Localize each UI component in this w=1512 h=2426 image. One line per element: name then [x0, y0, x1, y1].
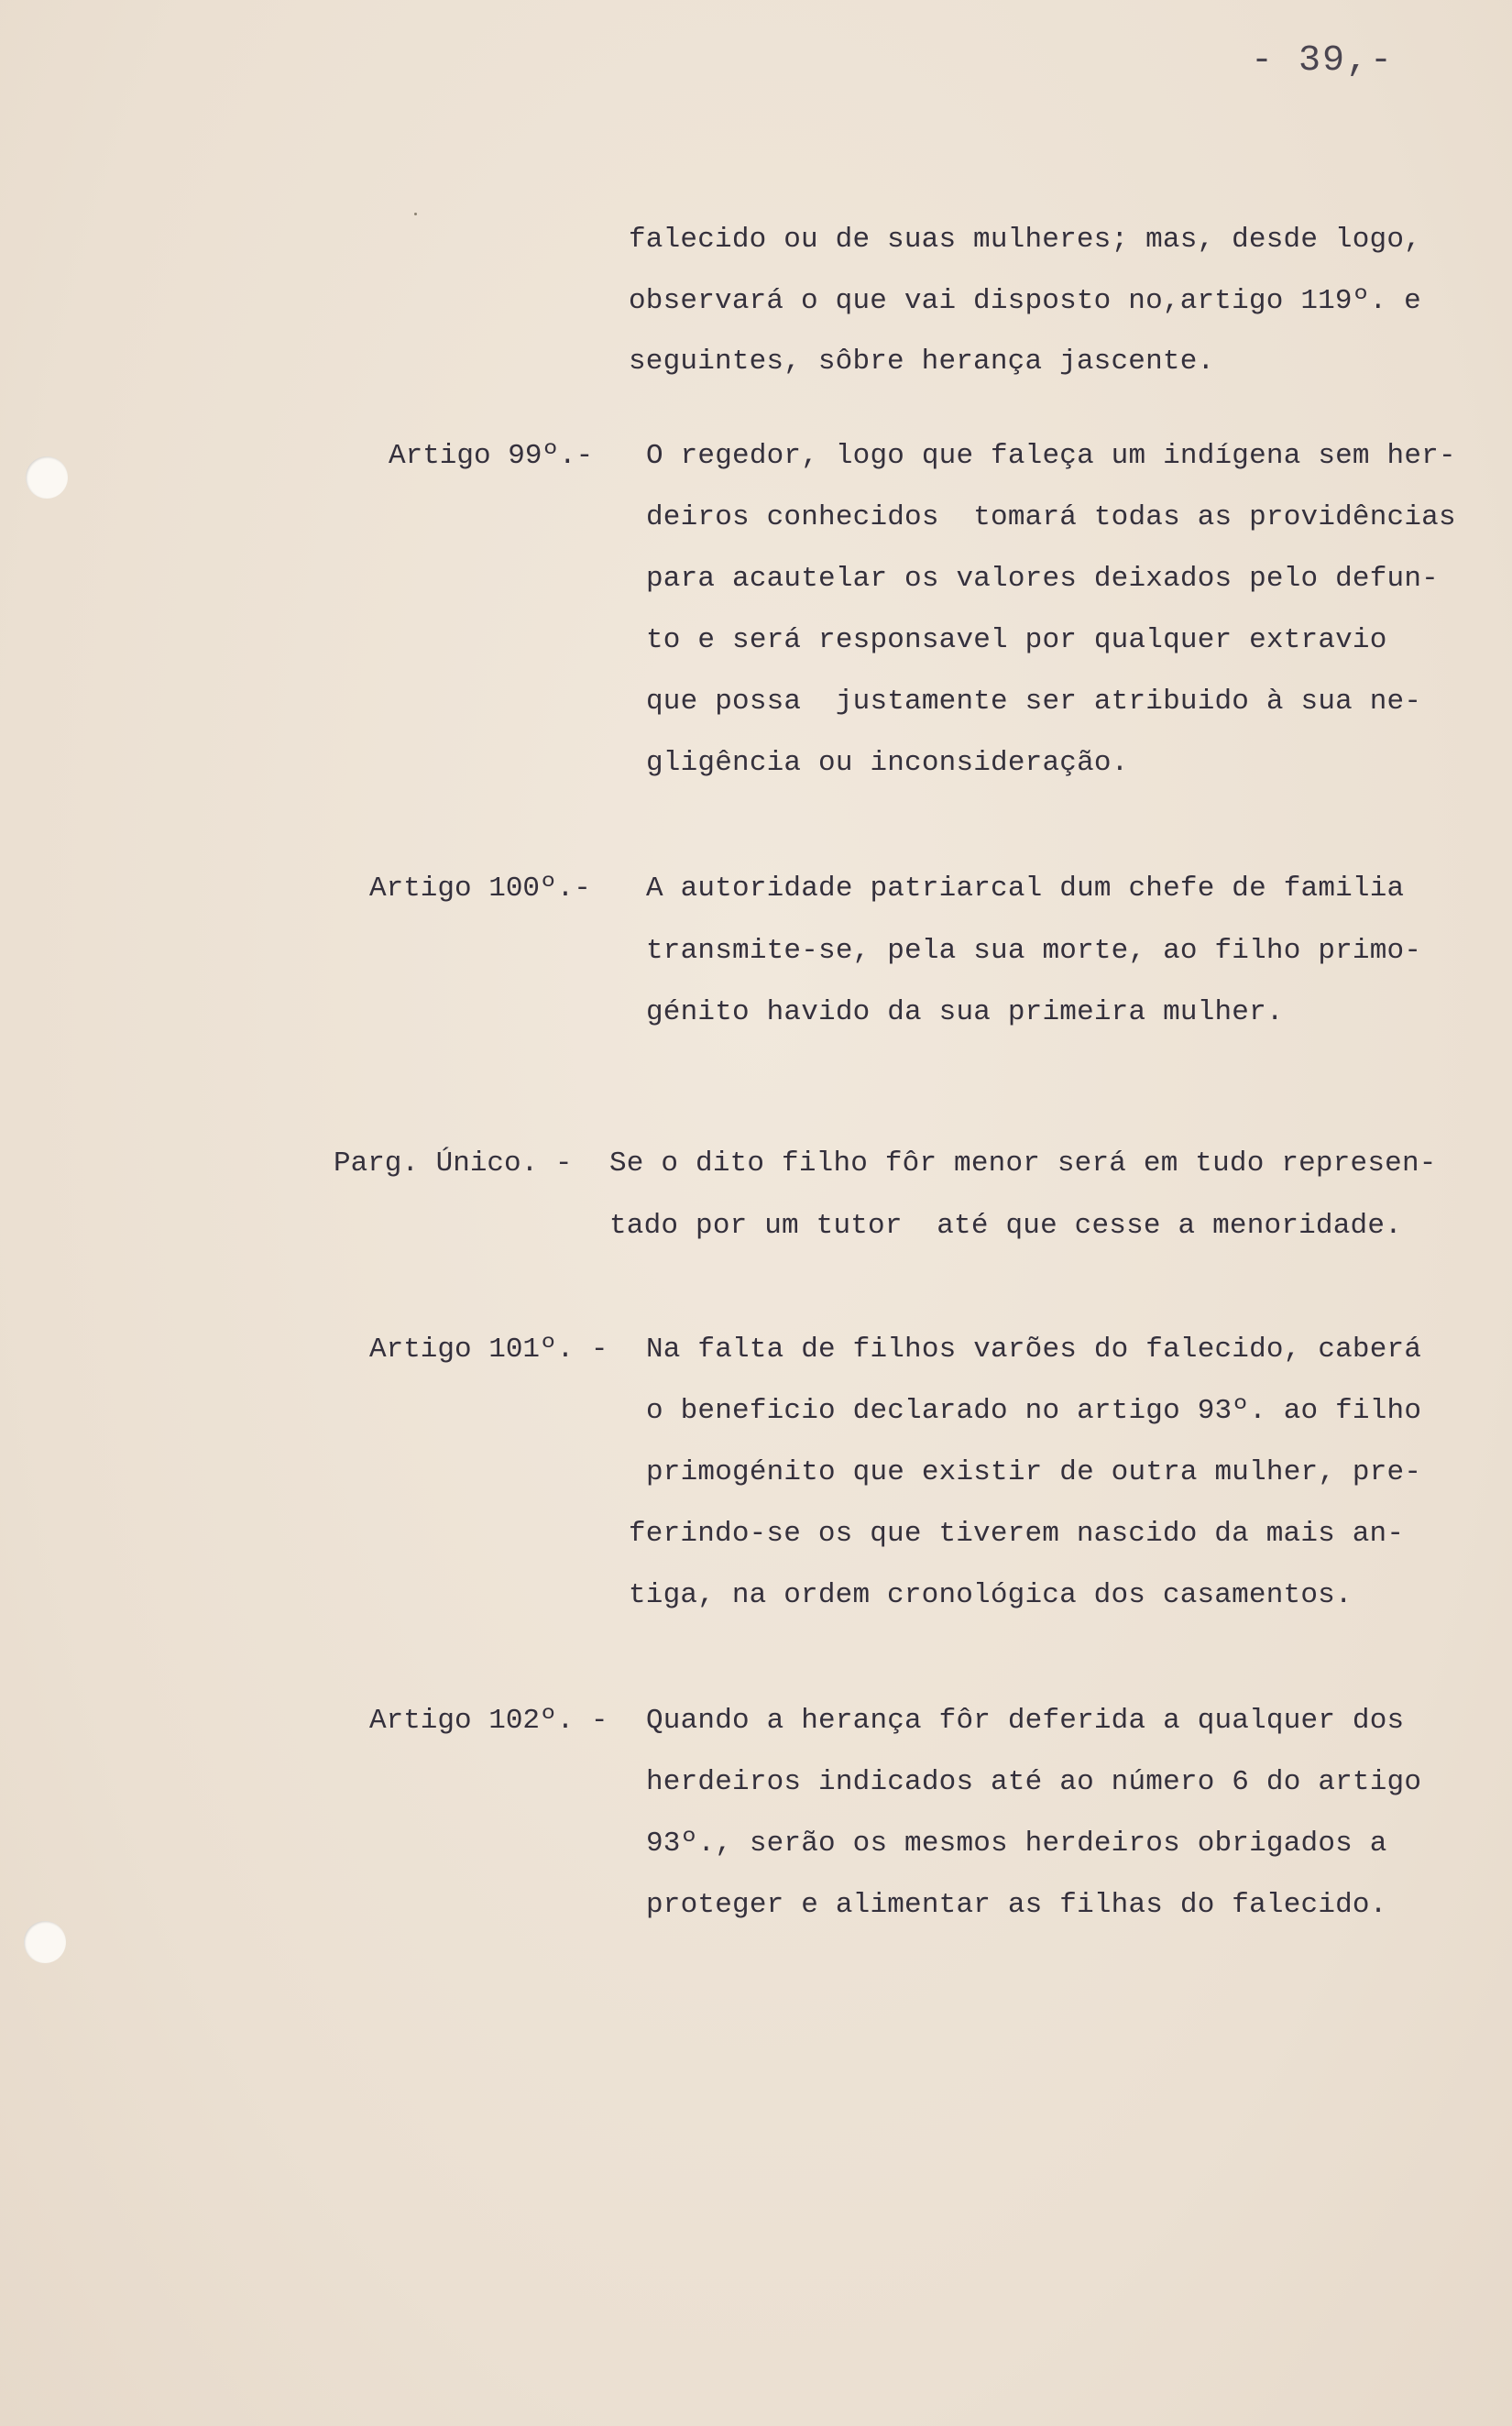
text-line: seguintes, sôbre herança jascente. — [629, 346, 1215, 378]
text-line: 93º., serão os mesmos herdeiros obrigados a — [646, 1828, 1387, 1860]
text-line: A autoridade patriarcal dum chefe de familia — [646, 873, 1405, 905]
paper-speck — [414, 213, 417, 215]
text-line: primogénito que existir de outra mulher, pre- — [646, 1456, 1422, 1488]
article-label: Artigo 99º.- — [389, 440, 594, 472]
article-label: Artigo 100º.- — [369, 873, 591, 905]
text-line: herdeiros indicados até ao número 6 do artigo — [646, 1766, 1422, 1798]
article-label: Artigo 102º. - — [369, 1705, 608, 1737]
text-line: tiga, na ordem cronológica dos casamentos. — [629, 1579, 1353, 1611]
text-line: deiros conhecidos tomará todas as providências — [646, 501, 1456, 533]
punch-hole-top — [26, 456, 68, 499]
text-line: Se o dito filho fôr menor será em tudo represen- — [609, 1147, 1437, 1180]
text-line: Na falta de filhos varões do falecido, caberá — [646, 1334, 1422, 1366]
text-line: Quando a herança fôr deferida a qualquer dos — [646, 1705, 1405, 1737]
text-line: para acautelar os valores deixados pelo defun- — [646, 563, 1439, 595]
text-line: ferindo-se os que tiverem nascido da mais an- — [629, 1518, 1405, 1550]
article-label: Artigo 101º. - — [369, 1334, 608, 1366]
text-line: que possa justamente ser atribuido à sua ne- — [646, 686, 1422, 718]
text-line: observará o que vai disposto no,artigo 119º. e — [629, 285, 1421, 317]
text-line: proteger e alimentar as filhas do falecido. — [646, 1889, 1387, 1921]
text-line: génito havido da sua primeira mulher. — [646, 996, 1284, 1028]
text-line: transmite-se, pela sua morte, ao filho primo- — [646, 935, 1422, 967]
text-line: falecido ou de suas mulheres; mas, desde logo, — [629, 224, 1421, 256]
text-line: to e será responsavel por qualquer extravio — [646, 624, 1387, 656]
text-line: O regedor, logo que faleça um indígena sem her- — [646, 440, 1456, 472]
text-line: gligência ou inconsideração. — [646, 747, 1129, 779]
punch-hole-bottom — [24, 1921, 66, 1963]
paragraph-label: Parg. Único. - — [334, 1147, 573, 1180]
text-line: o beneficio declarado no artigo 93º. ao filho — [646, 1395, 1422, 1427]
text-line: tado por um tutor até que cesse a menoridade. — [609, 1210, 1402, 1242]
page-number: - 39,- — [1251, 40, 1395, 82]
